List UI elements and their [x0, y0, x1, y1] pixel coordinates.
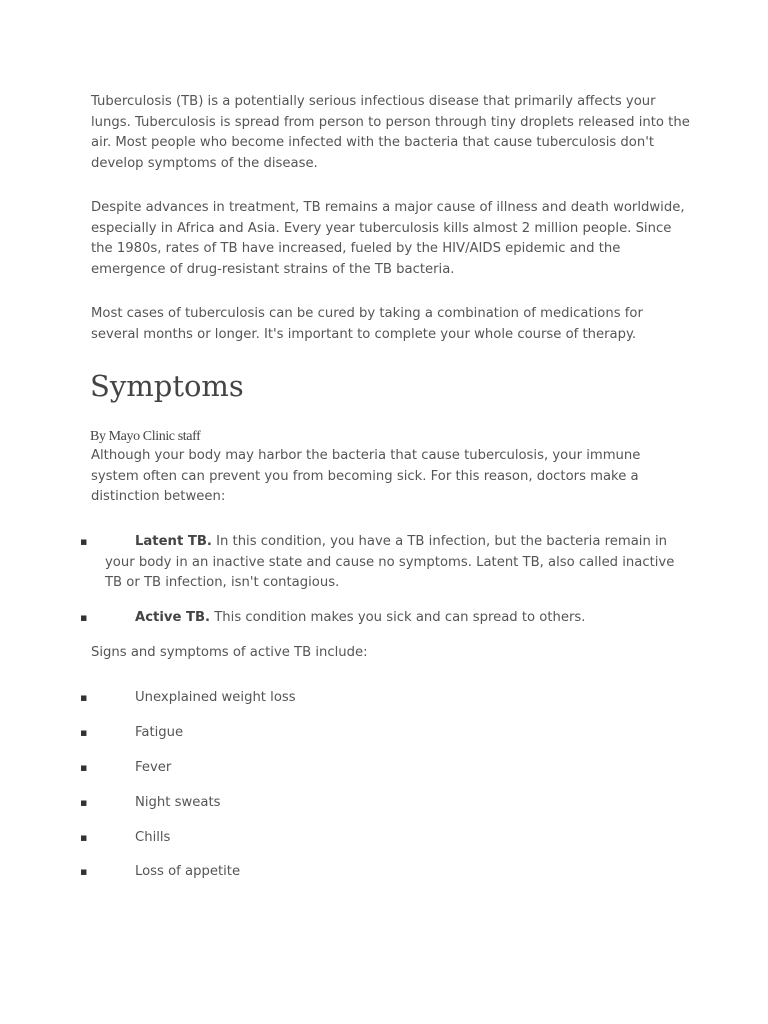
list-item: Chills	[135, 830, 171, 845]
signs-intro: Signs and symptoms of active TB include:	[91, 645, 368, 660]
bullet-icon: ▪	[80, 726, 88, 739]
list-item-line: your body in an inactive state and cause no symptoms. Latent TB, also called inactive	[105, 554, 675, 570]
list-item-line: TB or TB infection, isn't contagious.	[105, 575, 340, 591]
list-item: Unexplained weight loss	[135, 690, 296, 705]
term-description: This condition makes you sick and can spread to others.	[210, 610, 586, 625]
bullet-icon: ▪	[80, 796, 88, 809]
intro-paragraph: Most cases of tuberculosis can be cured by taking a combination of medications for several months or longer. It's important to complete your whole course of therapy.	[91, 306, 643, 342]
list-item-line	[105, 608, 685, 629]
symptoms-intro-paragraph: Although your body may harbor the bacteria that cause tuberculosis, your immune system often can prevent you from becoming sick. For this reason, doctors make a distinction between:	[91, 448, 641, 505]
list-item: Fatigue	[135, 725, 184, 740]
term-label: Latent TB.	[135, 534, 212, 549]
bullet-icon: ▪	[80, 761, 88, 774]
bullet-icon: ▪	[80, 865, 88, 878]
bullet-icon: ▪	[80, 535, 88, 548]
section-heading: Symptoms	[90, 369, 244, 403]
bullet-icon: ▪	[80, 691, 88, 704]
list-item-line	[105, 532, 685, 553]
intro-paragraph: Tuberculosis (TB) is a potentially serious infectious disease that primarily affects your lungs. Tuberculosis is spread from person to person through tiny droplets released into the air. Most people who become infected with the bacteria that cause tuberculosis don't develop symptoms of the disease.	[91, 94, 690, 172]
bullet-icon: ▪	[80, 611, 88, 624]
term-label: Active TB.	[135, 610, 211, 625]
byline: By Mayo Clinic staff	[90, 429, 201, 444]
list-item-active-tb	[105, 608, 685, 629]
intro-paragraph: Despite advances in treatment, TB remains a major cause of illness and death worldwide, especially in Africa and Asia. Every year tuberculosis kills almost 2 million people. Since the 1980s, rates of TB have increased, fueled by the HIV/AIDS epidemic and the emergence of drug-resistant strains of the TB bacteria.	[91, 200, 685, 278]
list-item: Loss of appetite	[135, 864, 241, 879]
term-description: In this condition, you have a TB infection, but the bacteria remain in	[211, 534, 668, 549]
bullet-icon: ▪	[80, 831, 88, 844]
list-item: Night sweats	[135, 795, 221, 810]
list-item-latent-tb	[105, 532, 685, 594]
list-item: Fever	[135, 760, 172, 775]
